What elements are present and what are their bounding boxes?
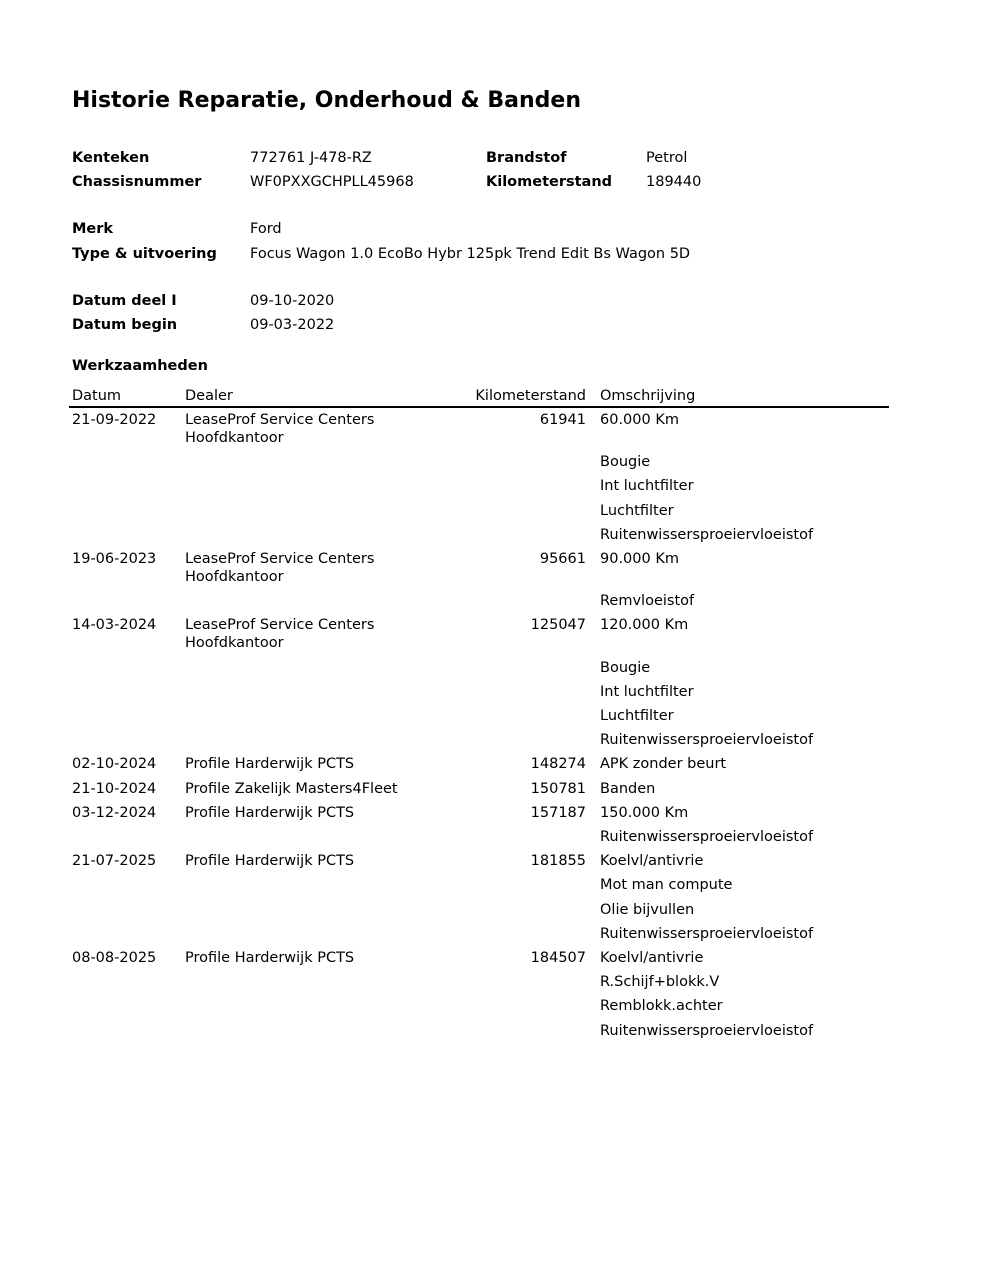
work-dealer: Profile Harderwijk PCTS (185, 804, 355, 821)
col-header-dealer: Dealer (185, 388, 233, 404)
work-description: Olie bijvullen (600, 901, 695, 918)
work-dealer: Hoofdkantoor (185, 635, 284, 652)
work-kilometerstand: 181855 (530, 853, 586, 870)
work-dealer: Hoofdkantoor (185, 430, 284, 446)
col-header-kilometerstand: Kilometerstand (475, 388, 586, 404)
merk-label: Merk (72, 221, 114, 237)
work-date: 19-06-2023 (72, 551, 157, 567)
work-description: Int luchtfilter (600, 683, 694, 700)
brandstof-label: Brandstof (486, 150, 567, 166)
kenteken-value: 772761 J-478-RZ (250, 150, 372, 166)
work-kilometerstand: 95661 (539, 551, 586, 567)
work-kilometerstand: 150781 (530, 780, 586, 797)
work-description: Ruitenwissersproeiervloeistof (600, 1022, 814, 1039)
header-divider (69, 406, 889, 408)
work-description: 150.000 Km (600, 804, 689, 821)
work-description: Remblokk.achter (600, 998, 723, 1015)
work-date: 14-03-2024 (72, 617, 157, 634)
work-dealer: LeaseProf Service Centers (185, 617, 375, 634)
datum-deel-label: Datum deel I (72, 293, 177, 309)
work-description: Remvloeistof (600, 593, 695, 610)
work-dealer: Profile Harderwijk PCTS (185, 950, 355, 966)
col-header-omschrijving: Omschrijving (600, 388, 696, 404)
work-kilometerstand: 157187 (530, 804, 586, 821)
work-description: Ruitenwissersproeiervloeistof (600, 732, 814, 749)
work-description: 90.000 Km (600, 551, 679, 567)
merk-value: Ford (250, 221, 282, 237)
work-dealer: Hoofdkantoor (185, 569, 284, 585)
work-kilometerstand: 184507 (530, 950, 586, 966)
work-description: Bougie (600, 454, 651, 471)
datum-deel-value: 09-10-2020 (250, 293, 335, 309)
work-date: 21-09-2022 (72, 412, 157, 428)
chassis-label: Chassisnummer (72, 174, 202, 190)
work-date: 21-07-2025 (72, 853, 157, 870)
kilometerstand-label: Kilometerstand (486, 174, 613, 190)
work-description: Koelvl/antivrie (600, 950, 704, 966)
page-title: Historie Reparatie, Onderhoud & Banden (72, 88, 581, 113)
datum-begin-label: Datum begin (72, 317, 178, 333)
work-kilometerstand: 61941 (539, 412, 586, 428)
work-date: 03-12-2024 (72, 804, 157, 821)
work-description: R.Schijf+blokk.V (600, 974, 720, 991)
work-description: Int luchtfilter (600, 478, 694, 495)
work-dealer: Profile Harderwijk PCTS (185, 756, 355, 773)
work-description: Bougie (600, 659, 651, 676)
work-dealer: LeaseProf Service Centers (185, 412, 375, 428)
kenteken-label: Kenteken (72, 150, 150, 166)
work-description: Ruitenwissersproeiervloeistof (600, 526, 814, 543)
work-description: Luchtfilter (600, 708, 674, 724)
work-description: Koelvl/antivrie (600, 853, 704, 870)
work-description: Luchtfilter (600, 502, 674, 519)
work-description: Mot man compute (600, 877, 733, 894)
kilometerstand-value: 189440 (646, 174, 702, 190)
work-description: APK zonder beurt (600, 756, 727, 773)
type-value: Focus Wagon 1.0 EcoBo Hybr 125pk Trend Edit Bs Wagon 5D (250, 246, 691, 262)
work-date: 08-08-2025 (72, 950, 157, 966)
work-description: 60.000 Km (600, 412, 679, 428)
work-description: Ruitenwissersproeiervloeistof (600, 925, 814, 942)
work-kilometerstand: 125047 (530, 617, 586, 634)
work-description: Banden (600, 780, 656, 797)
datum-begin-value: 09-03-2022 (250, 317, 335, 333)
work-dealer: Profile Zakelijk Masters4Fleet (185, 780, 398, 797)
brandstof-value: Petrol (646, 150, 688, 166)
col-header-datum: Datum (72, 388, 122, 404)
work-kilometerstand: 148274 (530, 756, 586, 773)
work-description: 120.000 Km (600, 617, 689, 634)
work-dealer: Profile Harderwijk PCTS (185, 853, 355, 870)
work-description: Ruitenwissersproeiervloeistof (600, 829, 814, 845)
type-label: Type & uitvoering (72, 246, 217, 262)
work-dealer: LeaseProf Service Centers (185, 551, 375, 567)
chassis-value: WF0PXXGCHPLL45968 (250, 174, 414, 190)
werkzaamheden-title: Werkzaamheden (72, 358, 208, 374)
work-date: 21-10-2024 (72, 780, 157, 797)
work-date: 02-10-2024 (72, 756, 157, 773)
